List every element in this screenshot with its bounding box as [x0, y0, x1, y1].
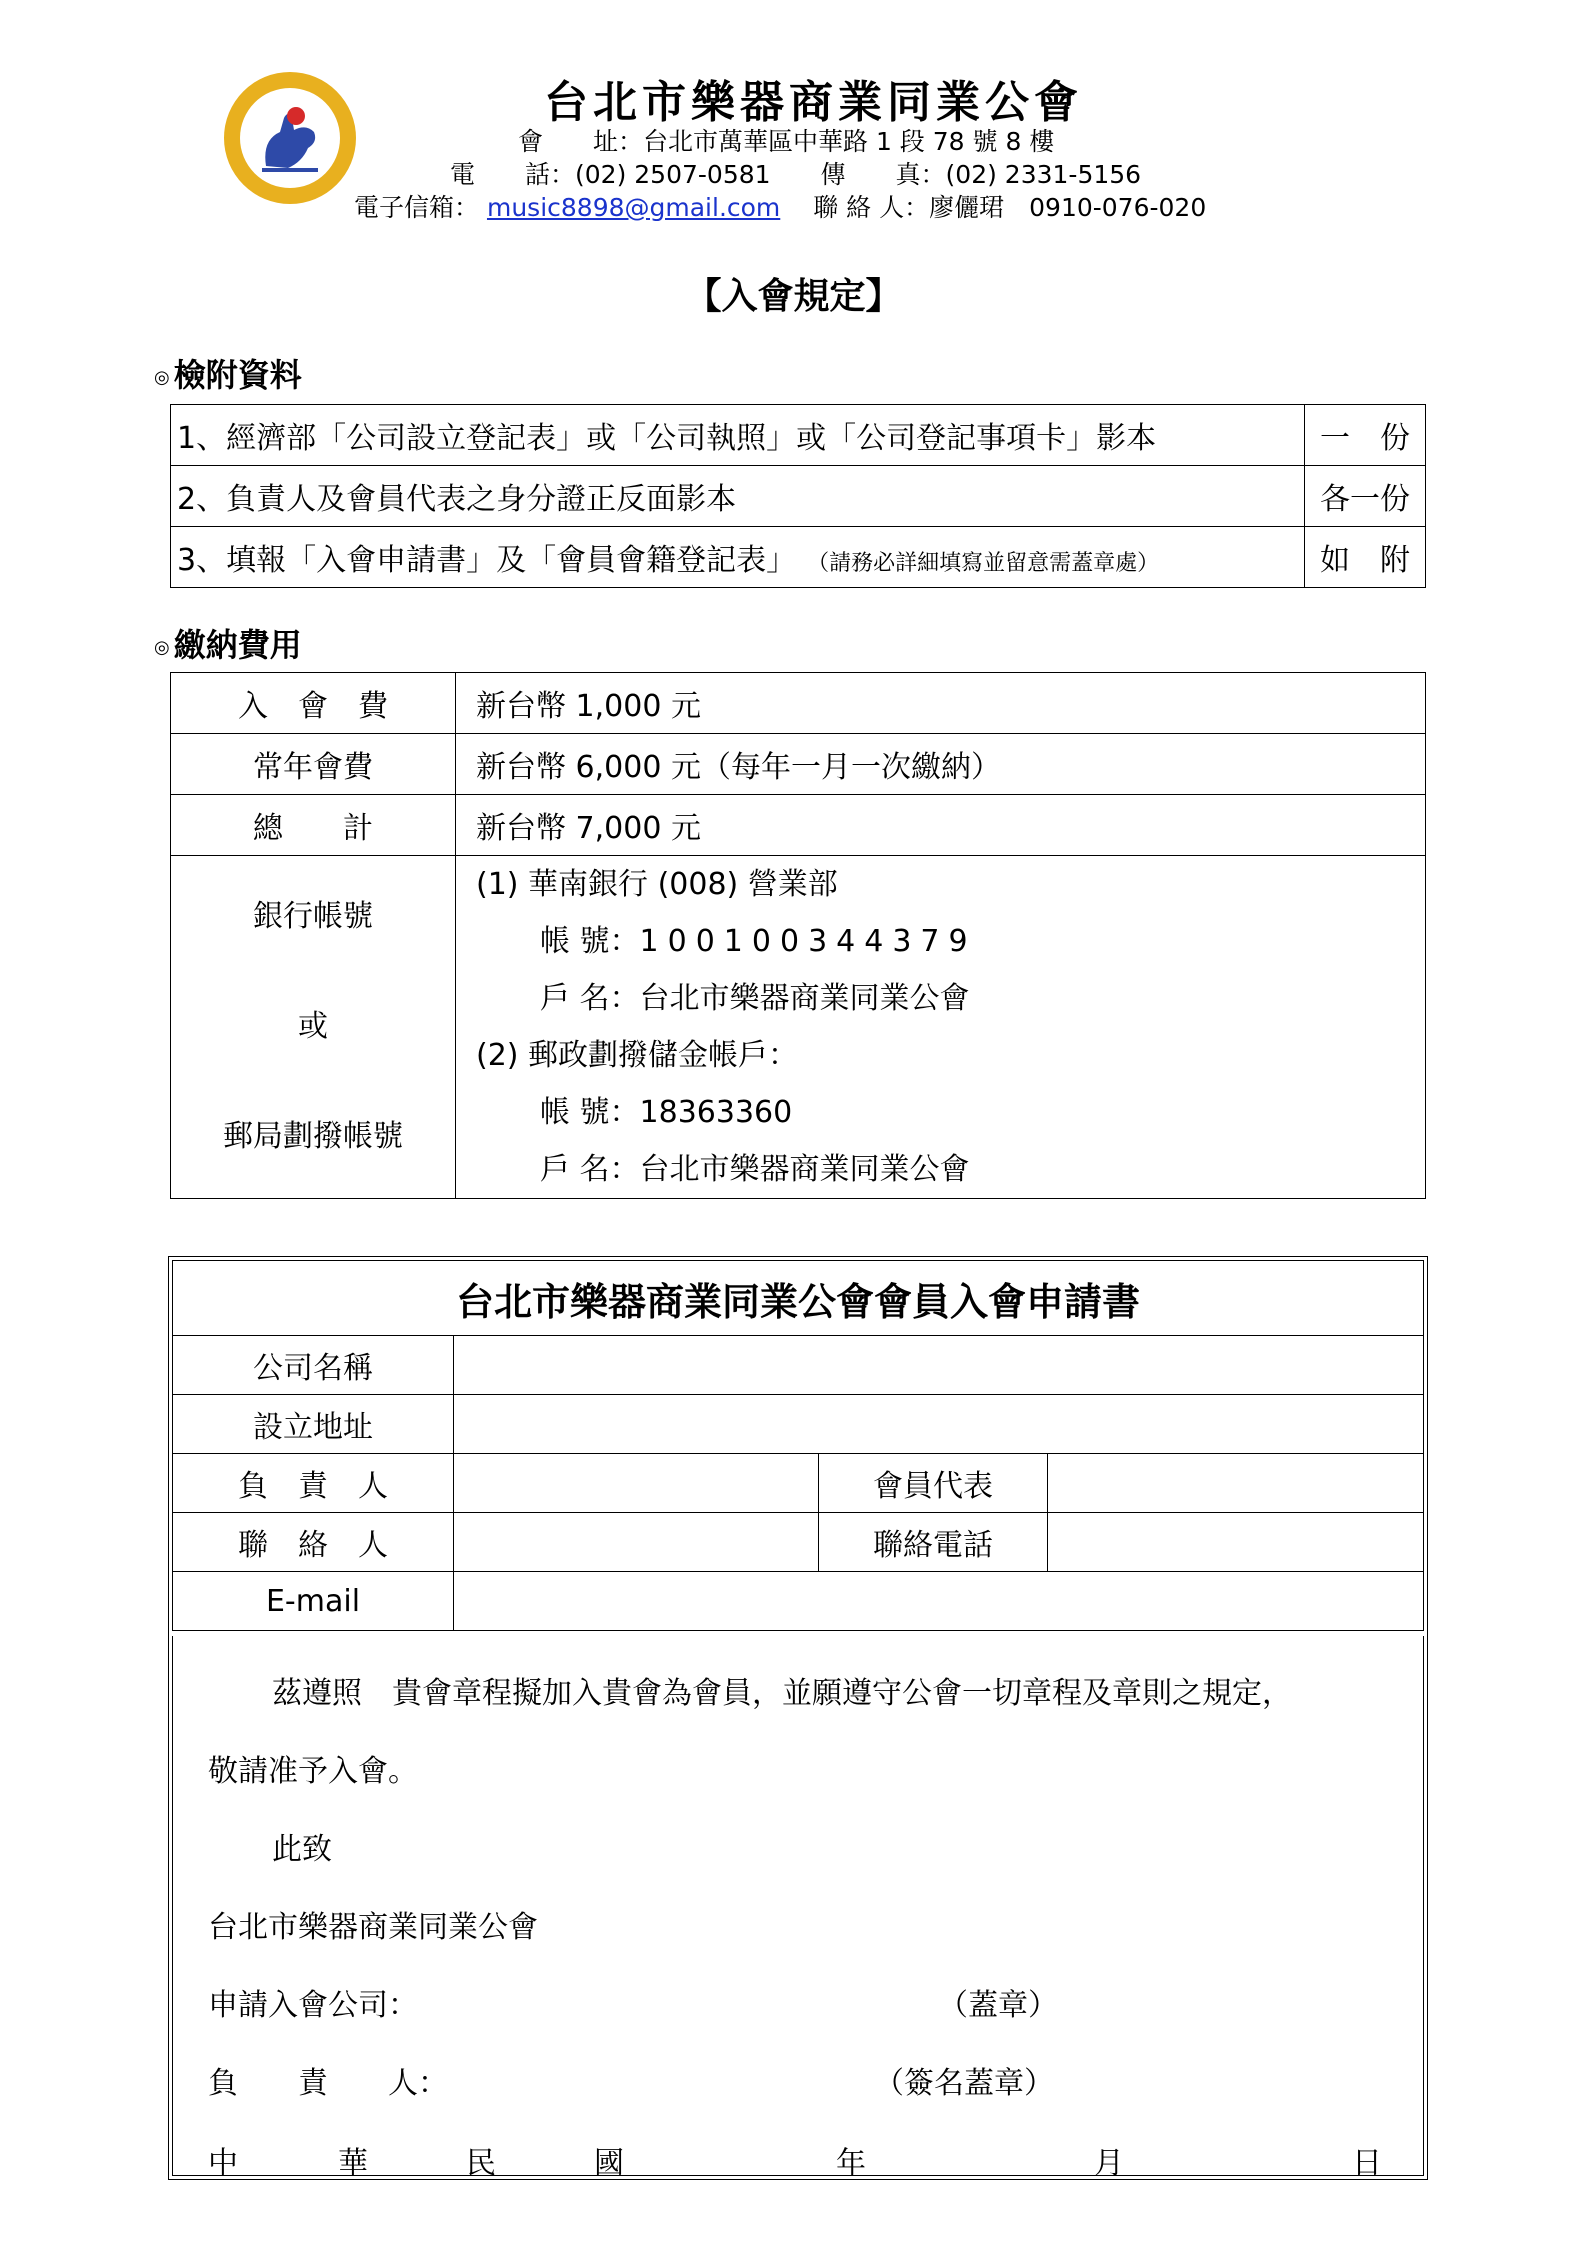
fees-heading: [154, 620, 302, 666]
applicant-label: 申請入會公司：: [208, 1988, 418, 2023]
seal-label: （蓋章）: [938, 1988, 1058, 2023]
postal-label: 郵局劃撥帳號: [223, 1119, 403, 1154]
bank2-name: 戶 名：台北市樂器商業同業公會: [540, 1152, 970, 1187]
bank1-account: [476, 913, 1425, 970]
rules-title: 【入會規定】: [685, 276, 902, 317]
bank-label-or: 或: [298, 1009, 328, 1044]
date-char: 民: [466, 2146, 496, 2181]
attachments-heading: [154, 350, 302, 396]
table-row: [173, 1261, 1424, 1336]
owner-sign-label: 負 責 人：: [208, 2066, 448, 2101]
attachments-heading-text: 檢附資料: [173, 356, 302, 394]
attachment-item: [171, 405, 1305, 466]
bank-info-cell: [456, 856, 1426, 1199]
email-label: 電子信箱：: [354, 193, 480, 222]
contact-field[interactable]: [454, 1513, 819, 1572]
bank1-name: 戶 名：台北市樂器商業同業公會: [540, 981, 970, 1016]
date-char: 中: [208, 2146, 238, 2181]
bank1-account-number: 100100344379: [639, 924, 977, 959]
fee-value: 新台幣 7,000 元: [456, 795, 1426, 856]
table-row: [171, 673, 1426, 734]
bank2-line: (2) 郵政劃撥儲金帳戶：: [476, 1038, 799, 1073]
bullet-icon: ◎: [154, 636, 170, 658]
contact-line: 聯 絡 人：廖儷珺 0910-076-020: [813, 193, 1207, 222]
table-row: [171, 466, 1426, 527]
attachment-qty: 如 附: [1305, 527, 1426, 588]
contact-label: 聯 絡 人: [173, 1513, 454, 1572]
company-name-label: 公司名稱: [173, 1336, 454, 1395]
pledge-text: 茲遵照 貴會章程擬加入貴會為會員，並願遵守公會一切章程及章則之規定，: [272, 1676, 1292, 1711]
contact-phone-label: 聯絡電話: [819, 1513, 1048, 1572]
address-label: 設立地址: [173, 1395, 454, 1454]
address-line: 會 址：台北市萬華區中華路 1 段 78 號 8 樓: [518, 127, 1055, 156]
email-field[interactable]: [454, 1572, 1424, 1631]
table-row: [171, 734, 1426, 795]
attachment-item: [171, 466, 1305, 527]
table-row: [173, 1336, 1424, 1395]
fee-label: 入 會 費: [171, 673, 456, 734]
fee-value: 新台幣 6,000 元（每年一月一次繳納）: [456, 734, 1426, 795]
attachment-item: [171, 527, 1305, 588]
contact-phone-field[interactable]: [1048, 1513, 1424, 1572]
bank1-account-label: 帳 號：: [540, 924, 640, 959]
bank1-line: (1) 華南銀行 (008) 營業部: [476, 867, 838, 902]
org-title: 台北市樂器商業同業公會: [544, 77, 1083, 128]
bank-label: 銀行帳號: [253, 899, 373, 934]
table-row: [171, 856, 1426, 1199]
pledge-text-2: 敬請准予入會。: [208, 1754, 418, 1789]
email-link[interactable]: music8898@gmail.com: [486, 193, 781, 222]
application-form: [172, 1260, 1424, 1631]
email-label: E-mail: [173, 1572, 454, 1631]
table-row: [173, 1395, 1424, 1454]
table-row: [173, 1513, 1424, 1572]
email-contact-line: [354, 188, 1206, 224]
salutation: 此致: [272, 1832, 332, 1867]
table-row: [171, 795, 1426, 856]
date-char: 年: [836, 2146, 866, 2181]
fee-label: 常年會費: [171, 734, 456, 795]
application-title: 台北市樂器商業同業公會會員入會申請書: [173, 1261, 1424, 1336]
fee-value: 新台幣 1,000 元: [456, 673, 1426, 734]
recipient: 台北市樂器商業同業公會: [208, 1910, 538, 1945]
attachments-table: [170, 404, 1426, 588]
attachment-qty: 各一份: [1305, 466, 1426, 527]
attachment-text: 3、填報「入會申請書」及「會員會籍登記表」: [177, 543, 797, 578]
bullet-icon: ◎: [154, 366, 170, 388]
fees-table: [170, 672, 1426, 1199]
rep-field[interactable]: [1048, 1454, 1424, 1513]
table-row: [173, 1454, 1424, 1513]
bank-label-cell: [171, 856, 456, 1199]
attachment-text: 1、經濟部「公司設立登記表」或「公司執照」或「公司登記事項卡」影本: [177, 421, 1157, 456]
date-char: 月: [1094, 2146, 1124, 2181]
attachment-note: （請務必詳細填寫並留意需蓋章處）: [818, 551, 1160, 576]
table-row: [171, 405, 1426, 466]
company-name-field[interactable]: [454, 1336, 1424, 1395]
date-char: 國: [594, 2146, 624, 2181]
table-row: [173, 1572, 1424, 1631]
date-char: 華: [338, 2146, 368, 2181]
attachment-qty: 一 份: [1305, 405, 1426, 466]
attachment-text: 2、負責人及會員代表之身分證正反面影本: [177, 482, 737, 517]
sign-seal-label: （簽名蓋章）: [874, 2066, 1054, 2101]
fee-label: 總 計: [171, 795, 456, 856]
owner-label: 負 責 人: [173, 1454, 454, 1513]
phone-line: 電 話：(02) 2507-0581 傳 真：(02) 2331-5156: [450, 160, 1142, 189]
rep-label: 會員代表: [819, 1454, 1048, 1513]
table-row: [171, 527, 1426, 588]
owner-field[interactable]: [454, 1454, 819, 1513]
bank2-account: 帳 號：18363360: [540, 1095, 793, 1130]
address-field[interactable]: [454, 1395, 1424, 1454]
fees-heading-text: 繳納費用: [173, 626, 302, 664]
date-char: 日: [1352, 2146, 1382, 2181]
